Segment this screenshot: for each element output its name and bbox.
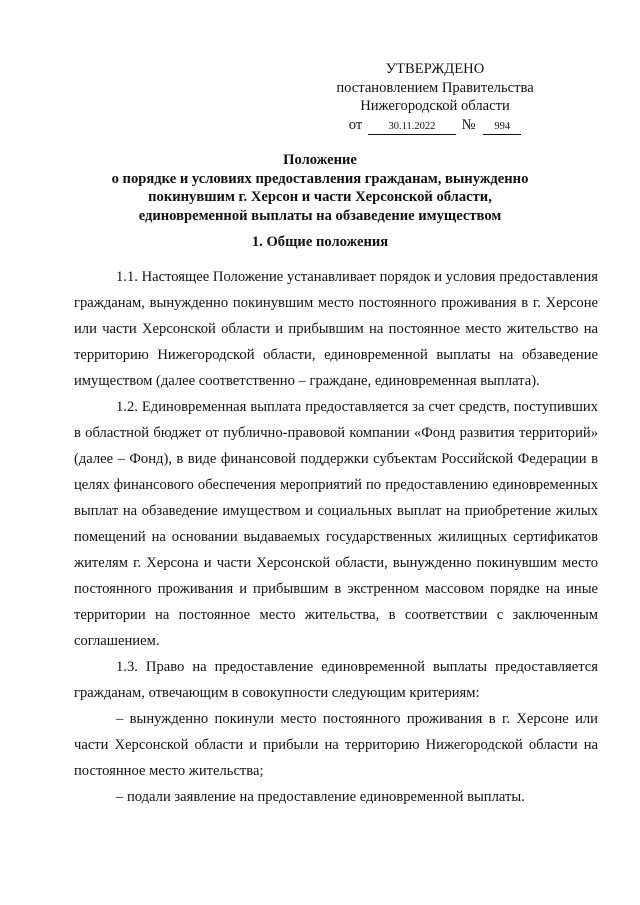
approval-heading: УТВЕРЖДЕНО [385, 61, 485, 77]
paragraph-1-2: 1.2. Единовременная выплата предоставляется за счет средств, поступивших в областной бюджет от публично-правовой компании «Фонд развития территорий» (далее – Фонд), в виде финансовой поддержки субъектам Российской Федерации в целях финансового обеспечения мероприятий по предоставлению единовременных выплат на обзаведение имуществом и социальных выплат на приобретение жилых помещений на основании выдаваемых государственных жилищных сертификатов жителям г. Херсона и части Херсонской области, вынужденно покинувшим место постоянного проживания и прибывшим в экстренном массовом порядке на иные территории на постоянное место жительства, в соответствии с заключенным соглашением. [74, 399, 598, 649]
paragraph-1-1: 1.1. Настоящее Положение устанавливает порядок и условия предоставления гражданам, вынужденно покинувшим место постоянного проживания в г. Херсоне или части Херсонской области и прибывшим на постоянное место жительство на территорию Нижегородской области, единовременной выплаты на обзаведение имуществом (далее соответственно – граждане, единовременная выплата). [74, 269, 598, 389]
approval-line-1: постановлением Правительства [336, 79, 534, 96]
approval-number: 994 [483, 120, 521, 135]
document-body [74, 264, 598, 810]
criterion-1: – вынужденно покинули место постоянного проживания в г. Херсоне или части Херсонской области и прибыли на территорию Нижегородской области на постоянное место жительства; [74, 711, 598, 779]
date-prefix: от [348, 116, 363, 133]
title-line-2: о порядке и условиях предоставления гражданам, вынужденно [111, 170, 529, 187]
title-line-1: Положение [283, 152, 357, 168]
title-line-3: покинувшим г. Херсон и части Херсонской области, [148, 189, 492, 205]
approval-block [320, 60, 550, 135]
approval-line-2: Нижегородской области [360, 98, 510, 114]
approval-date: 30.11.2022 [368, 120, 456, 135]
section-1-heading: 1. Общие положения [251, 234, 389, 250]
number-sign: № [461, 116, 476, 133]
paragraph-1-3: 1.3. Право на предоставление единовременной выплаты предоставляется гражданам, отвечающим в совокупности следующим критериям: [74, 659, 598, 701]
criterion-2: – подали заявление на предоставление единовременной выплаты. [116, 789, 525, 805]
document-title [60, 151, 580, 225]
title-line-4: единовременной выплаты на обзаведение имуществом [138, 207, 502, 224]
approval-date-line [320, 116, 550, 135]
